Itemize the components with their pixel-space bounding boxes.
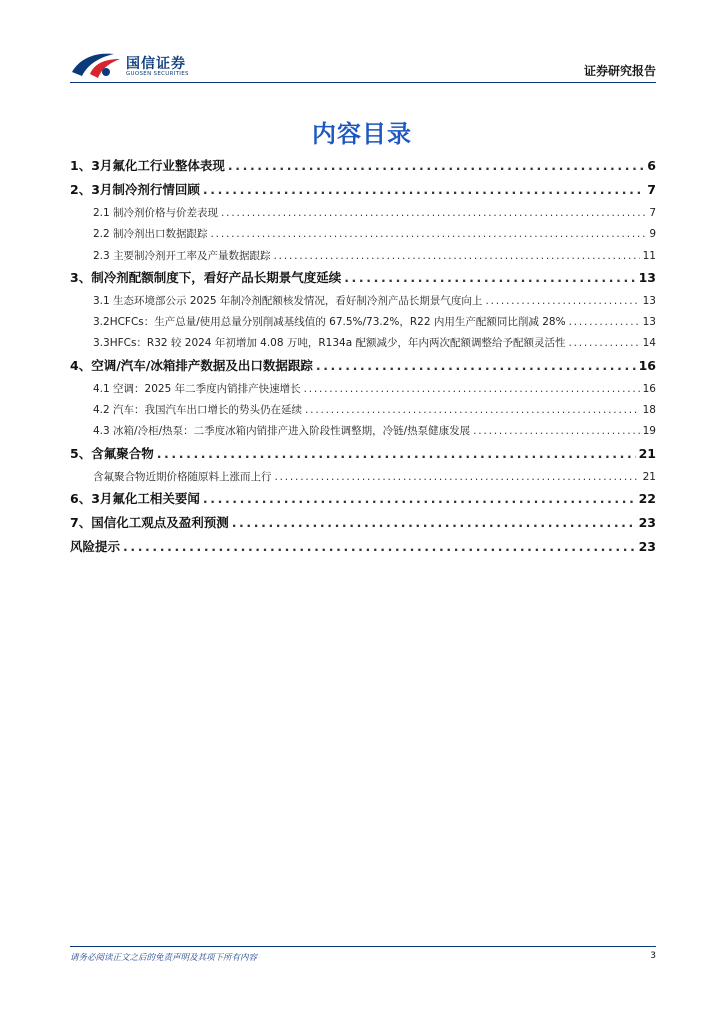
toc-entry-title: 7、国信化工观点及盈利预测 — [70, 514, 229, 530]
toc-entry-page: 11 — [642, 249, 656, 262]
toc-entry-section[interactable] — [70, 291, 656, 312]
toc-entry-chapter[interactable] — [70, 155, 656, 179]
toc-dot-leader — [275, 467, 640, 487]
toc-entry-title: 4、空调/汽车/冰箱排产数据及出口数据跟踪 — [70, 357, 313, 373]
toc-entry-chapter[interactable] — [70, 512, 656, 536]
toc-entry-title: 3、制冷剂配额制度下，看好产品长期景气度延续 — [70, 269, 342, 285]
toc-entry-title: 3.2HCFCs：生产总量/使用总量分别削减基线值的 67.5%/73.2%，R22 内用生产配额同比削减 28% — [93, 316, 566, 329]
toc-dot-leader — [274, 246, 640, 266]
toc-dot-leader — [344, 267, 635, 289]
toc-dot-leader — [157, 443, 636, 465]
toc-entry-chapter[interactable] — [70, 179, 656, 203]
toc-entry-section[interactable] — [70, 421, 656, 442]
toc-entry-page: 7 — [647, 182, 656, 197]
toc-entry-title: 6、3月氟化工相关要闻 — [70, 490, 200, 506]
toc-entry-page: 23 — [638, 538, 656, 554]
toc-entry-page: 7 — [649, 207, 656, 219]
toc-dot-leader — [305, 400, 640, 420]
toc-entry-page: 13 — [642, 316, 656, 329]
footer-divider — [70, 946, 656, 947]
toc-entry-section[interactable] — [70, 224, 656, 245]
toc-entry-page: 21 — [638, 445, 656, 461]
header-divider — [70, 82, 656, 83]
toc-entry-chapter[interactable] — [70, 355, 656, 379]
toc-dot-leader — [123, 536, 636, 558]
toc-entry-page: 19 — [642, 425, 656, 438]
toc-dot-leader — [485, 291, 639, 311]
toc-entry-chapter[interactable] — [70, 267, 656, 291]
toc-entry-title: 2、3月制冷剂行情回顾 — [70, 182, 200, 197]
guosen-logo — [70, 48, 210, 82]
toc-entry-title: 含氟聚合物近期价格随原料上涨而上行 — [93, 470, 272, 483]
guosen-logo-icon — [70, 50, 122, 80]
toc-dot-leader — [221, 203, 646, 223]
toc-entry-section[interactable] — [70, 400, 656, 421]
toc-entry-section[interactable] — [70, 203, 656, 224]
toc-dot-leader — [211, 224, 647, 244]
toc-entry-title: 4.3 冰箱/冷柜/热泵：二季度冰箱内销排产进入阶段性调整期，冷链/热泵健康发展 — [93, 425, 471, 438]
toc-entry-section[interactable] — [70, 333, 656, 354]
toc-entry-page: 18 — [642, 404, 656, 417]
toc-entry-page: 16 — [642, 382, 656, 395]
toc-entry-title: 3.1 生态环境部公示 2025 年制冷剂配额核发情况，看好制冷剂产品长期景气度向上 — [93, 294, 483, 307]
logo-text-en: GUOSEN SECURITIES — [126, 71, 189, 77]
toc-entry-page: 9 — [649, 228, 656, 241]
toc-entry-title: 风险提示 — [70, 538, 121, 554]
toc-entry-chapter[interactable] — [70, 488, 656, 512]
logo-text-cn: 国信证券 — [126, 56, 186, 72]
report-type-label: 证券研究报告 — [583, 64, 656, 78]
toc-entry-section[interactable] — [70, 312, 656, 333]
toc-entry-title: 1、3月氟化工行业整体表现 — [70, 158, 225, 173]
toc-entry-page: 13 — [642, 294, 656, 307]
toc-entry-chapter[interactable] — [70, 536, 656, 560]
toc-dot-leader — [473, 421, 639, 441]
toc-entry-section[interactable] — [70, 379, 656, 400]
toc-dot-leader — [569, 312, 640, 332]
toc-entry-page: 13 — [638, 269, 656, 285]
toc-entry-title: 2.3 主要制冷剂开工率及产量数据跟踪 — [93, 249, 271, 262]
toc-dot-leader — [203, 179, 644, 201]
toc-title: 内容目录 — [312, 120, 412, 148]
toc-entry-title: 2.1 制冷剂价格与价差表现 — [93, 207, 219, 219]
toc-entry-page: 6 — [647, 158, 656, 173]
toc-dot-leader — [203, 488, 636, 510]
toc-dot-leader — [228, 155, 644, 177]
toc-entry-page: 22 — [638, 490, 656, 506]
toc-entry-page: 16 — [638, 357, 656, 373]
toc-dot-leader — [316, 355, 636, 377]
table-of-contents — [70, 155, 656, 560]
toc-entry-title: 3.3HFCs：R32 较 2024 年初增加 4.08 万吨，R134a 配额减少，年内两次配额调整给予配额灵活性 — [93, 337, 566, 350]
toc-entry-page: 23 — [638, 514, 656, 530]
toc-entry-title: 4.1 空调：2025 年二季度内销排产快速增长 — [93, 382, 301, 395]
toc-entry-chapter[interactable] — [70, 443, 656, 467]
footer-disclaimer: 请务必阅读正文之后的免责声明及其项下所有内容 — [70, 953, 258, 963]
toc-dot-leader — [569, 333, 640, 353]
toc-dot-leader — [304, 379, 640, 399]
toc-dot-leader — [232, 512, 636, 534]
page-header — [70, 48, 656, 84]
toc-entry-section[interactable] — [70, 246, 656, 267]
toc-entry-page: 14 — [642, 337, 656, 350]
toc-entry-title: 5、含氟聚合物 — [70, 445, 154, 461]
toc-entry-section[interactable] — [70, 467, 656, 488]
page-number: 3 — [650, 951, 656, 961]
toc-entry-page: 21 — [642, 470, 656, 483]
toc-entry-title: 2.2 制冷剂出口数据跟踪 — [93, 228, 208, 241]
toc-entry-title: 4.2 汽车：我国汽车出口增长的势头仍在延续 — [93, 404, 303, 417]
